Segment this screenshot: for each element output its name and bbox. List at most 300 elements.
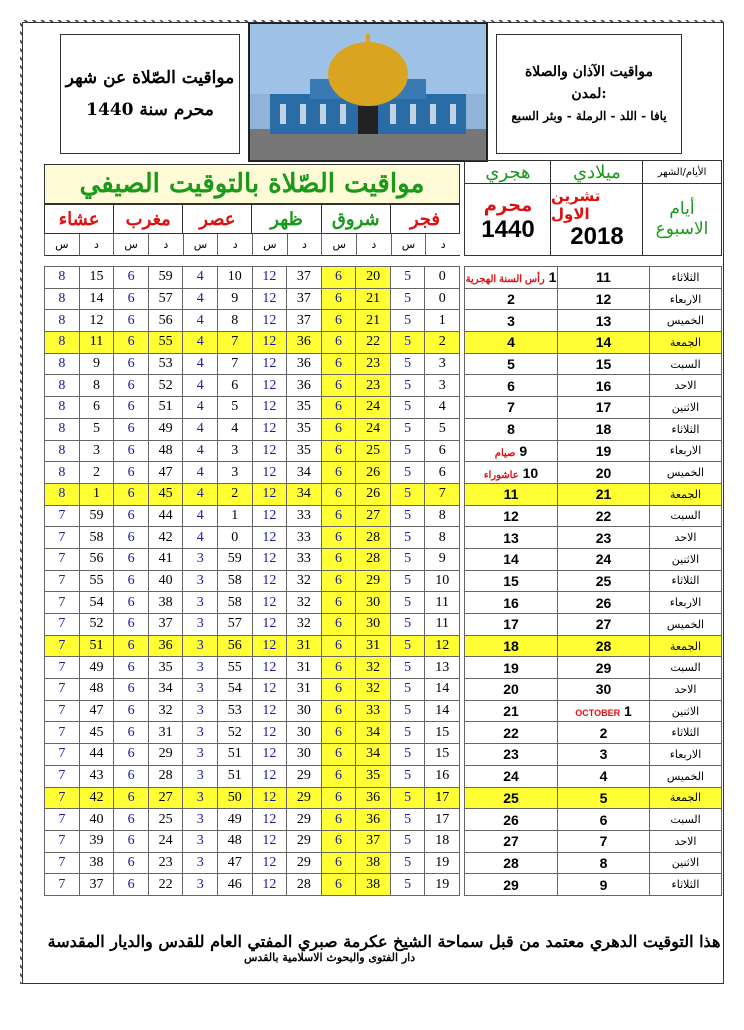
dates-table <box>464 266 722 896</box>
weekday-cell: الاربعاء <box>650 592 722 614</box>
gregorian-day-cell: 15 <box>558 353 650 375</box>
left-title-box <box>60 34 240 154</box>
time-cell: 12 <box>252 440 287 462</box>
time-cell: 7 <box>45 592 80 614</box>
time-cell: 32 <box>356 679 391 701</box>
time-cell: 4 <box>183 267 218 289</box>
weekday-cell: الثلاثاء <box>650 874 722 896</box>
time-cell: 14 <box>425 700 460 722</box>
time-cell: 6 <box>321 679 356 701</box>
time-cell: 5 <box>390 462 425 484</box>
unit-label: د <box>217 234 252 256</box>
prayer-label-2: ظهر <box>251 205 320 233</box>
time-cell: 55 <box>148 332 183 354</box>
table-row <box>45 830 460 852</box>
time-cell: 4 <box>183 440 218 462</box>
date-row <box>465 483 722 505</box>
weekday-cell: السبت <box>650 657 722 679</box>
date-row <box>465 440 722 462</box>
time-cell: 7 <box>45 722 80 744</box>
time-cell: 48 <box>148 440 183 462</box>
time-cell: 32 <box>287 570 322 592</box>
time-cell: 37 <box>356 830 391 852</box>
time-cell: 12 <box>252 353 287 375</box>
time-cell: 7 <box>45 505 80 527</box>
time-cell: 7 <box>45 527 80 549</box>
time-cell: 5 <box>390 288 425 310</box>
prayer-times-table <box>44 266 460 896</box>
hijri-day-cell: 29 <box>465 874 558 896</box>
time-cell: 37 <box>148 614 183 636</box>
time-cell: 6 <box>114 397 149 419</box>
table-row <box>45 375 460 397</box>
table-row <box>45 787 460 809</box>
time-cell: 12 <box>252 310 287 332</box>
time-cell: 7 <box>217 353 252 375</box>
time-cell: 5 <box>390 332 425 354</box>
time-cell: 7 <box>45 852 80 874</box>
time-cell: 18 <box>425 830 460 852</box>
time-cell: 29 <box>148 744 183 766</box>
time-cell: 7 <box>45 657 80 679</box>
time-cell: 5 <box>79 418 114 440</box>
table-row <box>45 548 460 570</box>
time-cell: 3 <box>183 700 218 722</box>
time-cell: 6 <box>321 288 356 310</box>
time-cell: 38 <box>148 592 183 614</box>
time-cell: 7 <box>45 679 80 701</box>
weekday-cell: الخميس <box>650 614 722 636</box>
time-cell: 1 <box>425 310 460 332</box>
time-cell: 14 <box>79 288 114 310</box>
hijri-day-cell: 5 <box>465 353 558 375</box>
time-cell: 6 <box>321 332 356 354</box>
time-cell: 35 <box>148 657 183 679</box>
time-cell: 6 <box>114 483 149 505</box>
time-cell: 31 <box>287 679 322 701</box>
table-row <box>45 310 460 332</box>
weekday-cell: الاحد <box>650 375 722 397</box>
time-cell: 8 <box>45 310 80 332</box>
time-cell: 5 <box>390 570 425 592</box>
time-cell: 12 <box>79 310 114 332</box>
time-cell: 52 <box>148 375 183 397</box>
time-cell: 51 <box>79 635 114 657</box>
time-cell: 6 <box>114 809 149 831</box>
time-cell: 22 <box>356 332 391 354</box>
time-cell: 58 <box>217 592 252 614</box>
time-cell: 5 <box>425 418 460 440</box>
time-cell: 17 <box>425 809 460 831</box>
time-cell: 32 <box>287 592 322 614</box>
month-note: OCTOBER <box>575 708 621 719</box>
time-cell: 30 <box>356 614 391 636</box>
prayer-label-3: عصر <box>182 205 251 233</box>
hijri-day-cell: 21 <box>465 700 558 722</box>
unit-label: د <box>356 234 391 256</box>
time-cell: 38 <box>79 852 114 874</box>
gregorian-day-cell: 28 <box>558 635 650 657</box>
time-cell: 12 <box>252 852 287 874</box>
time-cell: 38 <box>356 874 391 896</box>
time-cell: 29 <box>287 765 322 787</box>
time-cell: 40 <box>148 570 183 592</box>
time-cell: 25 <box>356 440 391 462</box>
time-cell: 1 <box>217 505 252 527</box>
time-cell: 7 <box>217 332 252 354</box>
time-cell: 6 <box>114 679 149 701</box>
time-cell: 12 <box>252 483 287 505</box>
time-cell: 5 <box>390 744 425 766</box>
table-row <box>45 288 460 310</box>
time-cell: 5 <box>390 310 425 332</box>
hijri-day-cell: 6 <box>465 375 558 397</box>
weekday-cell: الخميس <box>650 462 722 484</box>
dome-of-rock-photo <box>248 22 488 162</box>
time-cell: 8 <box>45 397 80 419</box>
table-row <box>45 570 460 592</box>
table-row <box>45 397 460 419</box>
time-cell: 6 <box>321 830 356 852</box>
gregorian-day-cell: 5 <box>558 787 650 809</box>
time-cell: 6 <box>321 874 356 896</box>
time-cell: 3 <box>183 787 218 809</box>
time-cell: 37 <box>287 267 322 289</box>
unit-label: س <box>391 234 426 256</box>
time-cell: 5 <box>390 852 425 874</box>
time-cell: 11 <box>425 614 460 636</box>
table-row <box>45 592 460 614</box>
hijri-day-cell <box>465 440 558 462</box>
time-cell: 44 <box>79 744 114 766</box>
time-cell: 5 <box>390 353 425 375</box>
time-cell: 6 <box>321 527 356 549</box>
gregorian-day-cell: 30 <box>558 679 650 701</box>
time-cell: 35 <box>287 418 322 440</box>
hijri-year: 1440 <box>481 215 535 243</box>
time-cell: 10 <box>425 570 460 592</box>
time-cell: 35 <box>356 765 391 787</box>
hijri-day: 1 <box>544 269 557 286</box>
hijri-day-cell: 3 <box>465 310 558 332</box>
hijri-day-cell: 23 <box>465 744 558 766</box>
gregorian-day-cell: 21 <box>558 483 650 505</box>
table-row <box>45 614 460 636</box>
time-cell: 5 <box>390 722 425 744</box>
time-cell: 12 <box>252 722 287 744</box>
unit-label: د <box>287 234 322 256</box>
date-row <box>465 288 722 310</box>
time-cell: 53 <box>148 353 183 375</box>
time-cell: 19 <box>425 874 460 896</box>
time-cell: 15 <box>425 722 460 744</box>
time-cell: 3 <box>79 440 114 462</box>
time-cell: 31 <box>356 635 391 657</box>
time-cell: 5 <box>390 830 425 852</box>
gregorian-day-cell: 22 <box>558 505 650 527</box>
time-cell: 6 <box>114 614 149 636</box>
time-cell: 42 <box>148 527 183 549</box>
time-cell: 45 <box>79 722 114 744</box>
date-row <box>465 657 722 679</box>
time-cell: 6 <box>114 288 149 310</box>
weekday-cell: الخميس <box>650 310 722 332</box>
time-cell: 37 <box>79 874 114 896</box>
time-cell: 28 <box>356 527 391 549</box>
time-cell: 6 <box>425 440 460 462</box>
gregorian-day-cell: 4 <box>558 765 650 787</box>
time-cell: 5 <box>390 700 425 722</box>
gregorian-day-cell: 16 <box>558 375 650 397</box>
time-cell: 4 <box>183 397 218 419</box>
table-row <box>45 852 460 874</box>
time-cell: 7 <box>45 787 80 809</box>
time-cell: 6 <box>114 548 149 570</box>
time-cell: 7 <box>45 700 80 722</box>
table-row <box>45 418 460 440</box>
table-row <box>45 267 460 289</box>
unit-label: س <box>321 234 356 256</box>
time-cell: 12 <box>252 505 287 527</box>
time-cell: 6 <box>321 592 356 614</box>
time-cell: 7 <box>45 744 80 766</box>
time-cell: 12 <box>252 592 287 614</box>
time-cell: 12 <box>425 635 460 657</box>
time-cell: 8 <box>79 375 114 397</box>
time-cell: 17 <box>425 787 460 809</box>
hijri-day-cell: 20 <box>465 679 558 701</box>
time-cell: 9 <box>425 548 460 570</box>
hijri-day-cell: 14 <box>465 548 558 570</box>
time-cell: 35 <box>287 440 322 462</box>
date-row <box>465 614 722 636</box>
time-cell: 41 <box>148 548 183 570</box>
time-cell: 3 <box>183 548 218 570</box>
time-cell: 12 <box>252 765 287 787</box>
time-cell: 23 <box>356 375 391 397</box>
gregorian-day-cell: 29 <box>558 657 650 679</box>
weekday-cell: الاحد <box>650 830 722 852</box>
table-row <box>45 679 460 701</box>
time-cell: 51 <box>148 397 183 419</box>
gregorian-day-cell: 13 <box>558 310 650 332</box>
time-cell: 4 <box>183 505 218 527</box>
hijri-day-cell <box>465 462 558 484</box>
time-cell: 47 <box>148 462 183 484</box>
hijri-day-cell <box>465 267 558 289</box>
time-cell: 51 <box>217 765 252 787</box>
time-cell: 6 <box>114 765 149 787</box>
time-cell: 6 <box>321 809 356 831</box>
time-cell: 28 <box>287 874 322 896</box>
time-cell: 26 <box>356 462 391 484</box>
time-cell: 23 <box>356 353 391 375</box>
time-cell: 34 <box>148 679 183 701</box>
hijri-day-cell: 16 <box>465 592 558 614</box>
time-cell: 38 <box>356 852 391 874</box>
gregorian-day-cell: 8 <box>558 852 650 874</box>
time-cell: 15 <box>79 267 114 289</box>
unit-labels-row <box>44 234 460 256</box>
weekday-cell: الثلاثاء <box>650 418 722 440</box>
time-cell: 5 <box>390 548 425 570</box>
date-row <box>465 765 722 787</box>
table-row <box>45 353 460 375</box>
time-cell: 6 <box>321 462 356 484</box>
time-cell: 6 <box>321 700 356 722</box>
time-cell: 4 <box>183 527 218 549</box>
time-cell: 56 <box>217 635 252 657</box>
time-cell: 7 <box>425 483 460 505</box>
time-cell: 56 <box>148 310 183 332</box>
time-cell: 12 <box>252 874 287 896</box>
date-row <box>465 267 722 289</box>
time-cell: 6 <box>114 657 149 679</box>
weekday-cell: الجمعة <box>650 483 722 505</box>
day-note: رأس السنة الهجرية <box>465 274 545 286</box>
weekday-cell: الثلاثاء <box>650 722 722 744</box>
time-cell: 5 <box>390 874 425 896</box>
table-row <box>45 462 460 484</box>
time-cell: 0 <box>425 267 460 289</box>
hijri-day-cell: 4 <box>465 332 558 354</box>
time-cell: 5 <box>390 505 425 527</box>
time-cell: 19 <box>425 852 460 874</box>
time-cell: 15 <box>425 744 460 766</box>
time-cell: 7 <box>45 548 80 570</box>
time-cell: 3 <box>425 353 460 375</box>
time-cell: 3 <box>183 765 218 787</box>
hijri-day-cell: 24 <box>465 765 558 787</box>
date-row <box>465 830 722 852</box>
banner-text: مواقيت الصّلاة بالتوقيت الصيفي <box>79 169 425 199</box>
time-cell: 5 <box>390 440 425 462</box>
time-cell: 20 <box>356 267 391 289</box>
time-cell: 25 <box>148 809 183 831</box>
time-cell: 12 <box>252 809 287 831</box>
time-cell: 12 <box>252 787 287 809</box>
gregorian-day-cell: 2 <box>558 722 650 744</box>
time-cell: 12 <box>252 267 287 289</box>
time-cell: 6 <box>321 657 356 679</box>
time-cell: 12 <box>252 830 287 852</box>
gregorian-day-cell: 20 <box>558 462 650 484</box>
time-cell: 3 <box>183 809 218 831</box>
time-cell: 57 <box>217 614 252 636</box>
gregorian-day-cell: 24 <box>558 548 650 570</box>
time-cell: 49 <box>217 809 252 831</box>
gregorian-day-cell: 12 <box>558 288 650 310</box>
time-cell: 6 <box>321 635 356 657</box>
time-cell: 5 <box>390 375 425 397</box>
time-cell: 24 <box>356 397 391 419</box>
date-row <box>465 874 722 896</box>
date-row <box>465 548 722 570</box>
time-cell: 24 <box>356 418 391 440</box>
time-cell: 3 <box>217 440 252 462</box>
prayer-label-1: شروق <box>321 205 390 233</box>
hijri-day-cell: 25 <box>465 787 558 809</box>
time-cell: 59 <box>148 267 183 289</box>
weekday-cell: الثلاثاء <box>650 267 722 289</box>
time-cell: 6 <box>321 310 356 332</box>
time-cell: 5 <box>390 527 425 549</box>
time-cell: 6 <box>321 570 356 592</box>
time-cell: 36 <box>356 787 391 809</box>
time-cell: 4 <box>183 353 218 375</box>
time-cell: 6 <box>321 440 356 462</box>
weekday-cell: الاربعاء <box>650 288 722 310</box>
gregorian-day: 1 <box>620 703 632 720</box>
prayer-label-4: مغرب <box>113 205 182 233</box>
time-cell: 48 <box>79 679 114 701</box>
time-cell: 6 <box>321 548 356 570</box>
time-cell: 35 <box>287 397 322 419</box>
time-cell: 55 <box>217 657 252 679</box>
time-cell: 46 <box>217 874 252 896</box>
time-cell: 6 <box>114 267 149 289</box>
table-row <box>45 657 460 679</box>
time-cell: 12 <box>252 635 287 657</box>
time-cell: 7 <box>45 614 80 636</box>
time-cell: 5 <box>390 614 425 636</box>
right-header <box>464 160 722 256</box>
table-row <box>45 809 460 831</box>
time-cell: 6 <box>114 375 149 397</box>
time-cell: 2 <box>217 483 252 505</box>
time-cell: 11 <box>79 332 114 354</box>
time-cell: 6 <box>321 397 356 419</box>
date-row <box>465 505 722 527</box>
time-cell: 12 <box>252 570 287 592</box>
time-cell: 3 <box>183 635 218 657</box>
time-cell: 5 <box>217 397 252 419</box>
time-cell: 5 <box>390 418 425 440</box>
time-cell: 3 <box>183 657 218 679</box>
unit-label: س <box>113 234 148 256</box>
table-row <box>45 874 460 896</box>
time-cell: 54 <box>79 592 114 614</box>
gregorian-day-cell: 18 <box>558 418 650 440</box>
time-cell: 6 <box>114 440 149 462</box>
time-cell: 11 <box>425 592 460 614</box>
date-row <box>465 310 722 332</box>
time-cell: 3 <box>183 614 218 636</box>
day-note: عاشوراء <box>483 469 519 481</box>
time-cell: 0 <box>217 527 252 549</box>
time-cell: 6 <box>425 462 460 484</box>
time-cell: 29 <box>287 809 322 831</box>
time-cell: 24 <box>148 830 183 852</box>
gregorian-day-cell: 25 <box>558 570 650 592</box>
time-cell: 30 <box>287 722 322 744</box>
time-cell: 4 <box>183 332 218 354</box>
time-cell: 58 <box>79 527 114 549</box>
time-cell: 9 <box>79 353 114 375</box>
date-row <box>465 809 722 831</box>
time-cell: 3 <box>183 722 218 744</box>
hijri-day-cell: 26 <box>465 809 558 831</box>
time-cell: 36 <box>287 332 322 354</box>
time-cell: 6 <box>114 592 149 614</box>
hijri-day-cell: 2 <box>465 288 558 310</box>
days-month-label: الأيام/الشهر <box>642 161 721 184</box>
time-cell: 32 <box>287 614 322 636</box>
time-cell: 2 <box>425 332 460 354</box>
date-row <box>465 397 722 419</box>
time-cell: 51 <box>217 744 252 766</box>
date-row <box>465 592 722 614</box>
